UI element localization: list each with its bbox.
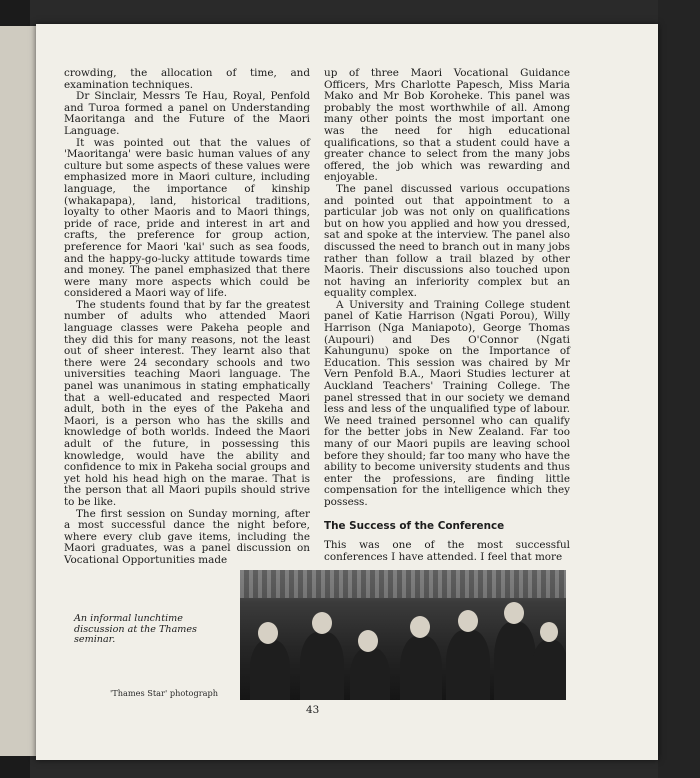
paragraph: This was one of the most successful conferences I have attended. I feel that more xyxy=(324,539,570,563)
paragraph: It was pointed out that the values of 'Maoritanga' were basic human values of any culture but some aspects of these values were emphasized more in Maori culture, including language, the importance of kinship (whakapapa), land, historical traditions, loyalty to other Maoris and to Maori things, pride of race, pride and interest in art and crafts, the preference for group action, preference for Maori 'kai' such as sea foods, and the happy-go-lucky attitude towards time and money. The panel emphasized that there were many more aspects which could be considered a Maori way of life. xyxy=(64,136,310,300)
photo-caption: An informal lunchtime discussion at the Thames seminar. xyxy=(74,613,197,646)
paragraph: The first session on Sunday morning, after a most successful dance the night before, where every club gave items, including the Maori graduates, was a panel discussion on Vocational Opportunities made xyxy=(64,507,310,566)
paragraph: The students found that by far the greatest number of adults who attended Maori language classes were Pakeha people and they did this for many reasons, not the least out of sheer interest. They learnt also that there were 24 secondary schools and two universities teaching Maori language. The panel was unanimous in stating emphatically that a well-educated and respected Maori adult, both in the eyes of the Pakeha and Maori, is a person who has the skills and knowledge of both worlds. Indeed the Maori adult of the future, in possessing this knowledge, would have the ability and confidence to mix in Pakeha social groups and yet hold his head high on the marae. That is the person that all Maori pupils should strive to be like. xyxy=(64,298,310,508)
section-heading: The Success of the Conference xyxy=(324,519,505,532)
paragraph: up of three Maori Vocational Guidance Officers, Mrs Charlotte Papesch, Miss Maria Mako and Mr Bob Koroheke. This panel was probably the most worthwhile of all. Among many other points the most important one was the need for high educational qualifications, so that a student could have a greater chance to select from the many jobs offered, the job which was rewarding and enjoyable. xyxy=(324,67,570,184)
paragraph: crowding, the allocation of time, and examination techniques. xyxy=(64,67,310,91)
right-column xyxy=(324,68,570,563)
seminar-photo xyxy=(240,570,566,700)
photo-credit: 'Thames Star' photograph xyxy=(110,688,219,698)
page-number: 43 xyxy=(306,704,320,716)
paragraph: A University and Training College student panel of Katie Harrison (Ngati Porou), Willy Harrison (Nga Maniapoto), George Thomas (Aupouri) and Des O'Connor (Ngati Kahungunu) spoke on the Importance of Education. This session was chaired by Mr Vern Penfold B.A., Maori Studies lecturer at Auckland Teachers' Training College. The panel stressed that in our society we demand less and less of the unqualified type of labour. We need trained personnel who can qualify for the better jobs in New Zealand. Far too many of our Maori pupils are leaving school before they should; far too many who have the ability to become university students and thus enter the professions, are finding little compensation for the intelligence which they possess. xyxy=(324,298,570,508)
scan-background xyxy=(658,0,700,778)
magazine-page xyxy=(36,24,658,760)
paragraph: The panel discussed various occupations and pointed out that appointment to a particular job was not only on qualifications but on how you applied and how you dressed, sat and spoke at the interview. The panel also discussed the need to branch out in many jobs rather than follow a trail blazed by other Maoris. Their discussions also touched upon not having an inferiority complex but an equality complex. xyxy=(324,182,570,300)
facing-page-edge xyxy=(0,26,37,756)
paragraph: Dr Sinclair, Messrs Te Hau, Royal, Penfold and Turoa formed a panel on Understanding Maoritanga and the Future of the Maori Language. xyxy=(64,90,310,137)
left-column xyxy=(64,68,310,567)
